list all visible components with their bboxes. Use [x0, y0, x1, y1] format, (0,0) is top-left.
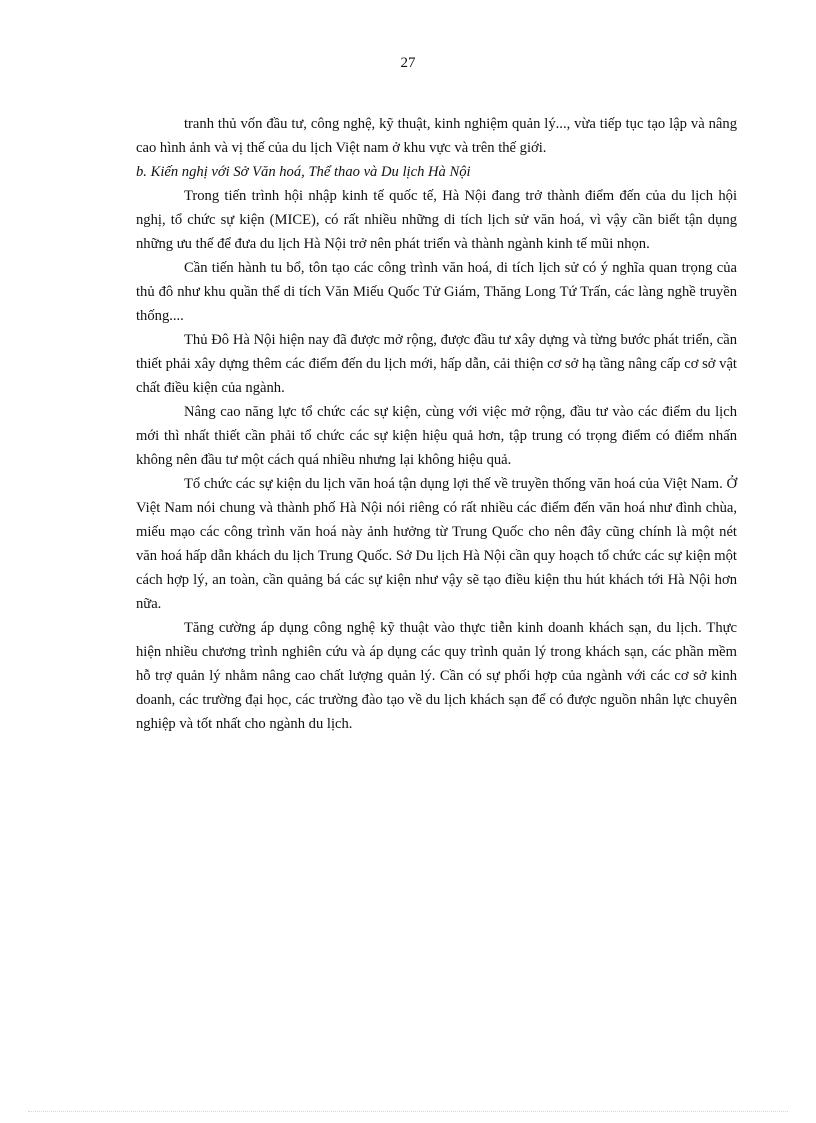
paragraph: Trong tiến trình hội nhập kinh tế quốc tế, Hà Nội đang trở thành điểm đến của du lịch hội nghị, tổ chức sự kiện (MICE), có rất nhiều những di tích lịch sử văn hoá, vì vậy cần biết tận dụng những ưu thế để đưa du lịch Hà Nội trở nên phát triển và thành ngành kinh tế mũi nhọn.	[136, 188, 737, 252]
section-subheading: b. Kiến nghị với Sở Văn hoá, Thể thao và Du lịch Hà Nội	[136, 164, 471, 180]
page-bottom-border	[28, 1111, 788, 1112]
paragraph-continuation: tranh thủ vốn đầu tư, công nghệ, kỹ thuật, kinh nghiệm quản lý..., vừa tiếp tục tạo lập và nâng cao hình ảnh và vị thế của du lịch Việt nam ở khu vực và trên thế giới.	[136, 116, 737, 156]
paragraph: Thủ Đô Hà Nội hiện nay đã được mở rộng, được đầu tư xây dựng và từng bước phát triển, cần thiết phải xây dựng thêm các điểm đến du lịch mới, hấp dẫn, cải thiện cơ sở hạ tầng nâng cấp cơ sở vật chất điều kiện của ngành.	[136, 332, 737, 396]
paragraph: Tổ chức các sự kiện du lịch văn hoá tận dụng lợi thế về truyền thống văn hoá của Việt Nam. Ở Việt Nam nói chung và thành phố Hà Nội nói riêng có rất nhiều các điểm đến văn hoá như đình chùa, miếu mạo các công trình văn hoá này ảnh hưởng từ Trung Quốc cho nên đây cũng chính là một nét văn hoá hấp dẫn khách du lịch Trung Quốc. Sở Du lịch Hà Nội cần quy hoạch tổ chức các sự kiện một cách hợp lý, an toàn, cần quảng bá các sự kiện như vậy sẽ tạo điều kiện thu hút khách tới Hà Nội hơn nữa.	[136, 476, 737, 612]
paragraph: Tăng cường áp dụng công nghệ kỹ thuật vào thực tiễn kinh doanh khách sạn, du lịch. Thực hiện nhiều chương trình nghiên cứu và áp dụng các quy trình quản lý trong khách sạn, các phần mềm hỗ trợ quản lý nhằm nâng cao chất lượng quản lý. Cần có sự phối hợp của ngành với các cơ sở kinh doanh, các trường đại học, các trường đào tạo về du lịch khách sạn để có được nguồn nhân lực chuyên nghiệp và tốt nhất cho ngành du lịch.	[136, 620, 737, 732]
paragraph: Nâng cao năng lực tổ chức các sự kiện, cùng với việc mở rộng, đầu tư vào các điểm du lịch mới thì nhất thiết cần phải tổ chức các sự kiện hiệu quả hơn, tập trung có trọng điểm có điểm nhấn không nên đầu tư một cách quá nhiều nhưng lại không hiệu quả.	[136, 404, 737, 468]
page-number: 27	[400, 55, 416, 71]
paragraph: Cần tiến hành tu bổ, tôn tạo các công trình văn hoá, di tích lịch sử có ý nghĩa quan trọng của thủ đô như khu quần thể di tích Văn Miếu Quốc Tử Giám, Thăng Long Tứ Trấn, các làng nghề truyền thống....	[136, 260, 737, 324]
document-body	[136, 112, 737, 736]
